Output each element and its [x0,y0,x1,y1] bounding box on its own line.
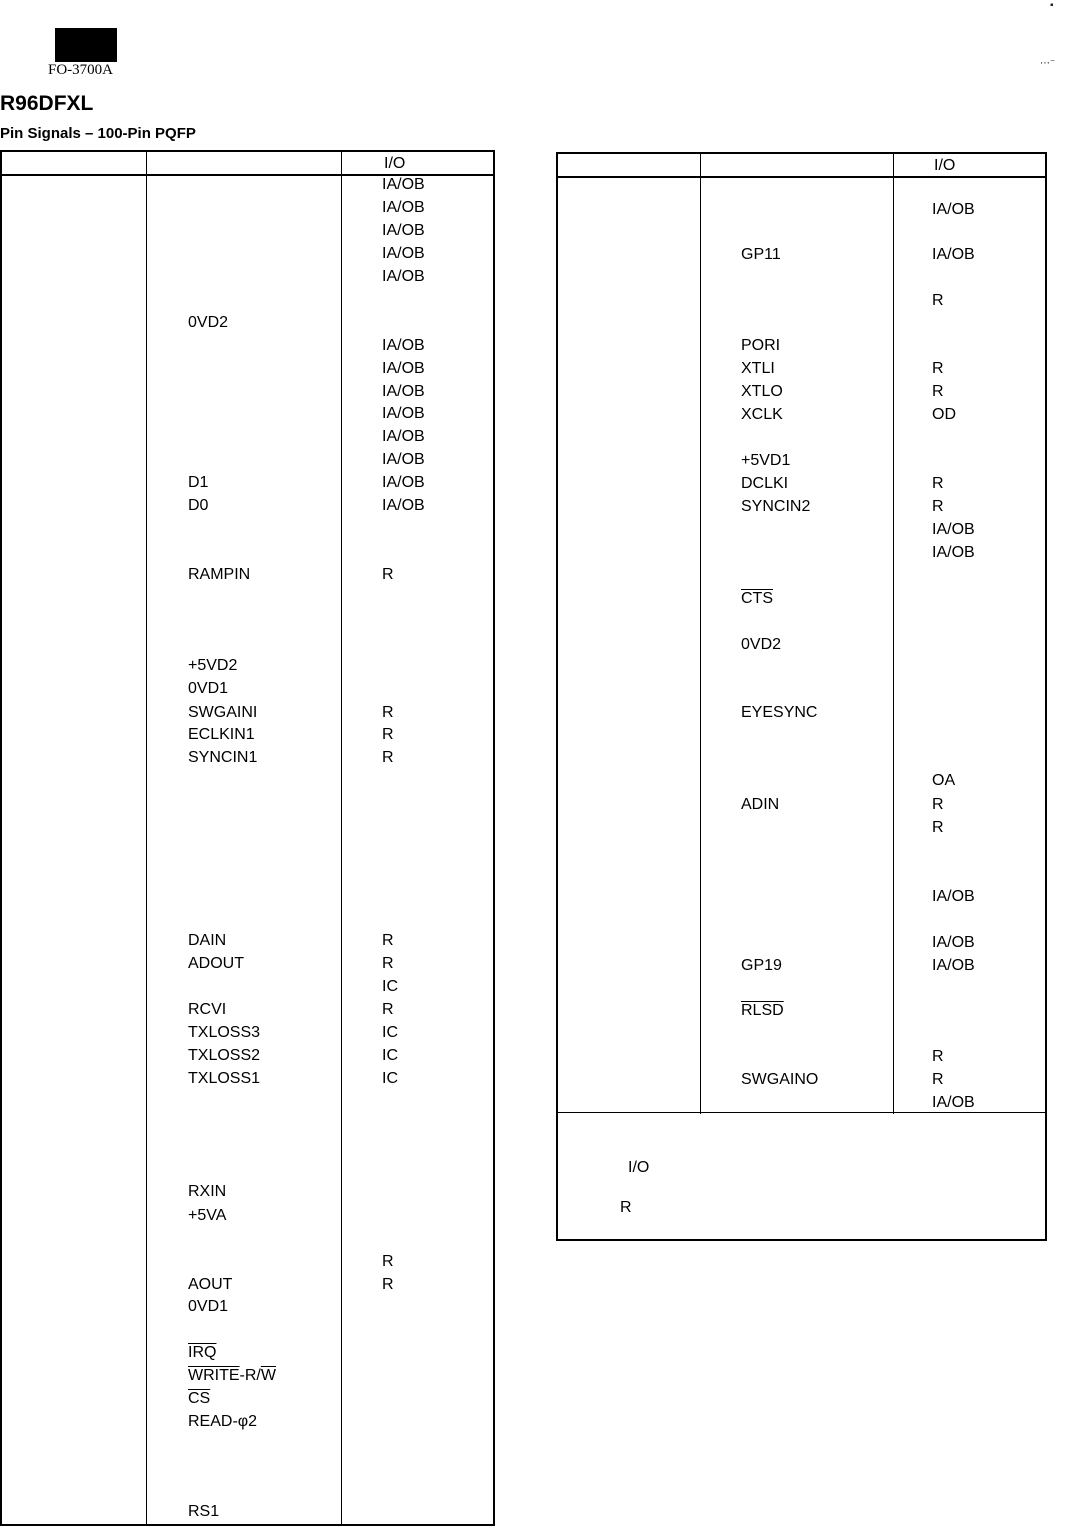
left-signal-name: RS1 [188,1503,220,1520]
left-io-type: IA/OB [382,497,425,514]
right-io-type: IA/OB [932,246,975,263]
left-io-type: IA/OB [382,199,425,216]
model-label: FO-3700A [48,62,114,78]
left-io-type: IA/OB [382,360,425,377]
left-signal-name: RAMPIN [188,566,251,583]
left-io-type: IA/OB [382,428,425,445]
right-signal-name: +5VD1 [741,452,791,469]
left-io-type: R [382,749,394,766]
right-signal-name: DCLKI [741,475,789,492]
right-signal-name: XTLI [741,360,775,377]
left-io-type: IA/OB [382,405,425,422]
right-io-type: IA/OB [932,521,975,538]
left-signal-name: 0VD1 [188,1298,229,1315]
left-io-type: IA/OB [382,176,425,193]
right-table-header-rule [558,154,1045,178]
left-signal-name: TXLOSS2 [188,1047,261,1064]
left-signal-name: SWGAINI [188,704,258,721]
right-signal-name: PORI [741,337,781,354]
right-io-type: R [932,819,944,836]
left-io-type: IA/OB [382,222,425,239]
right-io-type: IA/OB [932,544,975,561]
left-signal-name: READ-φ2 [188,1413,258,1430]
right-signal-name: SWGAINO [741,1071,819,1088]
w-overline-part: $\overline{W}$ [260,1367,276,1384]
left-signal-name: $\overline{CS}$ [188,1390,211,1407]
right-pin-table [556,152,1047,1241]
left-io-type: R [382,704,394,721]
left-signal-name: D0 [188,497,209,514]
right-signal-name: XCLK [741,406,783,423]
right-io-type: R [932,475,944,492]
right-io-type: OA [932,772,956,789]
right-signal-name: XTLO [741,383,783,400]
note-io: I/O [628,1159,650,1176]
left-signal-name: RXIN [188,1183,227,1200]
chip-title: R96DFXL [0,92,94,115]
right-io-type: R [932,292,944,309]
left-io-type: IA/OB [382,383,425,400]
right-io-header: I/O [934,157,956,174]
right-io-type: R [932,1071,944,1088]
left-io-type: IC [382,1024,398,1041]
right-io-type: IA/OB [932,201,975,218]
left-signal-name: TXLOSS1 [188,1070,261,1087]
left-signal-name: SYNCIN1 [188,749,258,766]
left-signal-name: D1 [188,474,209,491]
left-signal-name: AOUT [188,1276,233,1293]
right-io-type: R [932,1048,944,1065]
left-pin-table [0,150,495,1526]
left-io-type: R [382,955,394,972]
left-io-type: R [382,1253,394,1270]
left-io-type: IA/OB [382,337,425,354]
right-col-divider-2 [893,154,894,1114]
left-io-type: R [382,1276,394,1293]
right-io-type: R [932,796,944,813]
left-signal-name: TXLOSS3 [188,1024,261,1041]
right-signal-name: GP19 [741,957,782,974]
left-io-type: R [382,566,394,583]
right-signal-name: SYNCIN2 [741,498,811,515]
scan-speck: ▪ [1050,0,1054,11]
right-notes-rule [558,1112,1045,1113]
left-io-type: IA/OB [382,245,425,262]
right-io-type: IA/OB [932,957,975,974]
right-io-type: OD [932,406,956,423]
right-signal-name: 0VD2 [741,636,782,653]
left-signal-name: RCVI [188,1001,227,1018]
left-io-type: IC [382,1070,398,1087]
left-io-header: I/O [384,155,406,172]
right-col-divider-1 [700,154,701,1114]
left-io-type: IA/OB [382,268,425,285]
note-r: R [620,1199,632,1216]
left-io-type: R [382,726,394,743]
left-col-divider-2 [341,152,342,1524]
left-col-divider-1 [146,152,147,1524]
left-io-type: R [382,932,394,949]
section-subtitle: Pin Signals – 100-Pin PQFP [0,125,196,142]
right-signal-name: EYESYNC [741,704,818,721]
left-signal-name [188,1367,276,1385]
scan-speck: ⋯⁻ [1040,58,1056,69]
rw-part: -R/ [239,1367,261,1384]
right-io-type: R [932,498,944,515]
right-signal-name: RLSD [741,1002,784,1019]
left-signal-name: $\overline{IRQ}$ [188,1344,217,1361]
left-io-type: IA/OB [382,474,425,491]
left-signal-name: ECLKIN1 [188,726,255,743]
left-io-type: R [382,1001,394,1018]
right-io-type: R [932,383,944,400]
right-io-type: IA/OB [932,934,975,951]
right-signal-name: GP11 [741,246,781,263]
right-io-type: IA/OB [932,1094,975,1111]
left-signal-name: +5VD2 [188,657,238,674]
left-table-header-rule [2,152,493,176]
left-signal-name: 0VD1 [188,680,229,697]
right-signal-name: $\overline{CTS}$ [741,590,773,607]
left-signal-name: ADOUT [188,955,244,972]
write-overline-part: WRITE [188,1367,240,1384]
left-io-type: IC [382,1047,398,1064]
left-io-type: IA/OB [382,451,425,468]
left-signal-name: 0VD2 [188,314,229,331]
left-signal-name: +5VA [188,1207,227,1224]
left-signal-name: DAIN [188,932,227,949]
left-io-type: IC [382,978,398,995]
right-io-type: R [932,360,944,377]
logo-block [55,28,117,62]
right-signal-name: ADIN [741,796,780,813]
right-io-type: IA/OB [932,888,975,905]
